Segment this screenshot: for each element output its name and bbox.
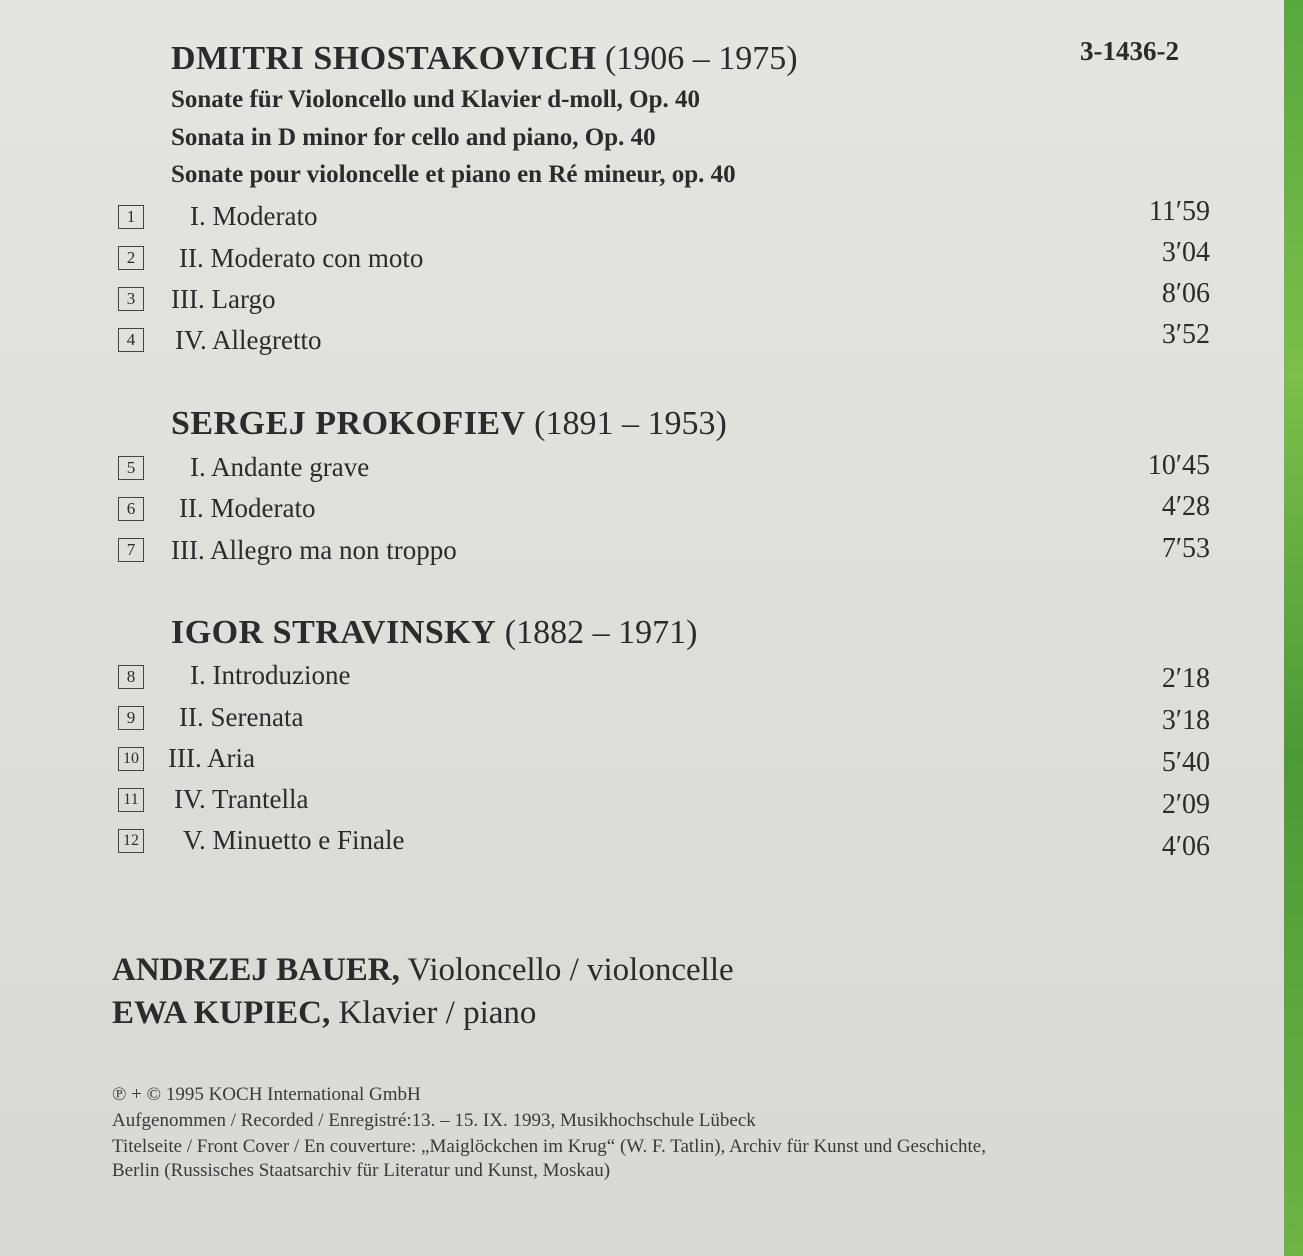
track-number-box: 7	[118, 538, 144, 562]
recording-info: Aufgenommen / Recorded / Enregistré:13. – 15. IX. 1993, Musikhochschule Lübeck	[112, 1110, 756, 1131]
composer-years: (1891 – 1953)	[534, 405, 727, 442]
track-duration: 8′06	[1161, 278, 1210, 309]
track-duration: 11′59	[1148, 196, 1210, 227]
cover-edge-strip	[1284, 0, 1303, 1256]
track-number-box: 6	[118, 497, 144, 521]
track-number-box: 10	[118, 747, 144, 771]
composer-name: IGOR STRAVINSKY	[171, 614, 497, 651]
track-duration: 3′04	[1161, 237, 1210, 268]
work-title-en: Sonata in D minor for cello and piano, Op. 40	[171, 124, 656, 151]
track-title: IV. Allegretto	[175, 325, 322, 355]
composer-years: (1906 – 1975)	[604, 40, 798, 77]
cover-credit-continued: Berlin (Russisches Staatsarchiv für Literatur und Kunst, Moskau)	[112, 1160, 611, 1181]
performer-piano	[112, 995, 536, 1032]
track-number-box: 8	[118, 665, 144, 689]
composer-name: DMITRI SHOSTAKOVICH	[171, 40, 597, 77]
track-duration: 10′45	[1147, 450, 1210, 481]
track-title: II. Moderato con moto	[179, 243, 424, 273]
track-title: I. Introduzione	[190, 660, 351, 690]
track-title: III. Aria	[168, 743, 255, 773]
track-number-box: 3	[118, 287, 144, 311]
track-title: I. Andante grave	[190, 452, 370, 482]
track-duration: 2′09	[1161, 789, 1210, 820]
track-number-box: 12	[118, 829, 144, 853]
performer-role: Klavier / piano	[338, 995, 537, 1031]
performer-name: ANDRZEJ BAUER,	[112, 952, 400, 988]
work-title-fr: Sonate pour violoncelle et piano en Ré mineur, op. 40	[171, 161, 736, 188]
track-title: V. Minuetto e Finale	[183, 825, 405, 855]
track-number-box: 11	[118, 788, 144, 812]
composer-heading-shostakovich	[171, 40, 798, 78]
work-title-de: Sonate für Violoncello und Klavier d-moll, Op. 40	[171, 86, 700, 113]
track-duration: 2′18	[1161, 663, 1210, 694]
performer-name: EWA KUPIEC,	[112, 995, 331, 1031]
copyright-line: ℗ + © 1995 KOCH International GmbH	[112, 1084, 421, 1105]
track-title: I. Moderato	[190, 201, 318, 231]
track-title: IV. Trantella	[174, 784, 309, 814]
performer-role: Violoncello / violoncelle	[407, 952, 734, 988]
cover-credit: Titelseite / Front Cover / En couverture: „Maiglöckchen im Krug“ (W. F. Tatlin), Archiv für Kunst und Geschichte,	[112, 1136, 986, 1157]
track-duration: 7′53	[1161, 533, 1210, 564]
composer-heading-stravinsky	[171, 614, 697, 652]
track-duration: 3′52	[1161, 319, 1210, 350]
track-number-box: 4	[118, 328, 144, 352]
composer-heading-prokofiev	[171, 405, 727, 443]
track-number-box: 9	[118, 706, 144, 730]
track-number-box: 2	[118, 246, 144, 270]
track-duration: 3′18	[1161, 705, 1210, 736]
track-duration: 4′28	[1161, 491, 1210, 522]
track-title: II. Serenata	[179, 702, 304, 732]
track-title: II. Moderato	[179, 493, 316, 523]
track-title: III. Allegro ma non troppo	[171, 535, 457, 565]
track-title: III. Largo	[171, 284, 276, 314]
track-duration: 4′06	[1161, 831, 1210, 862]
composer-name: SERGEJ PROKOFIEV	[171, 405, 526, 442]
performer-cello	[112, 952, 734, 989]
track-duration: 5′40	[1161, 747, 1210, 778]
catalog-number: 3-1436-2	[1080, 36, 1179, 66]
track-number-box: 1	[118, 205, 144, 229]
track-number-box: 5	[118, 456, 144, 480]
composer-years: (1882 – 1971)	[504, 614, 698, 651]
